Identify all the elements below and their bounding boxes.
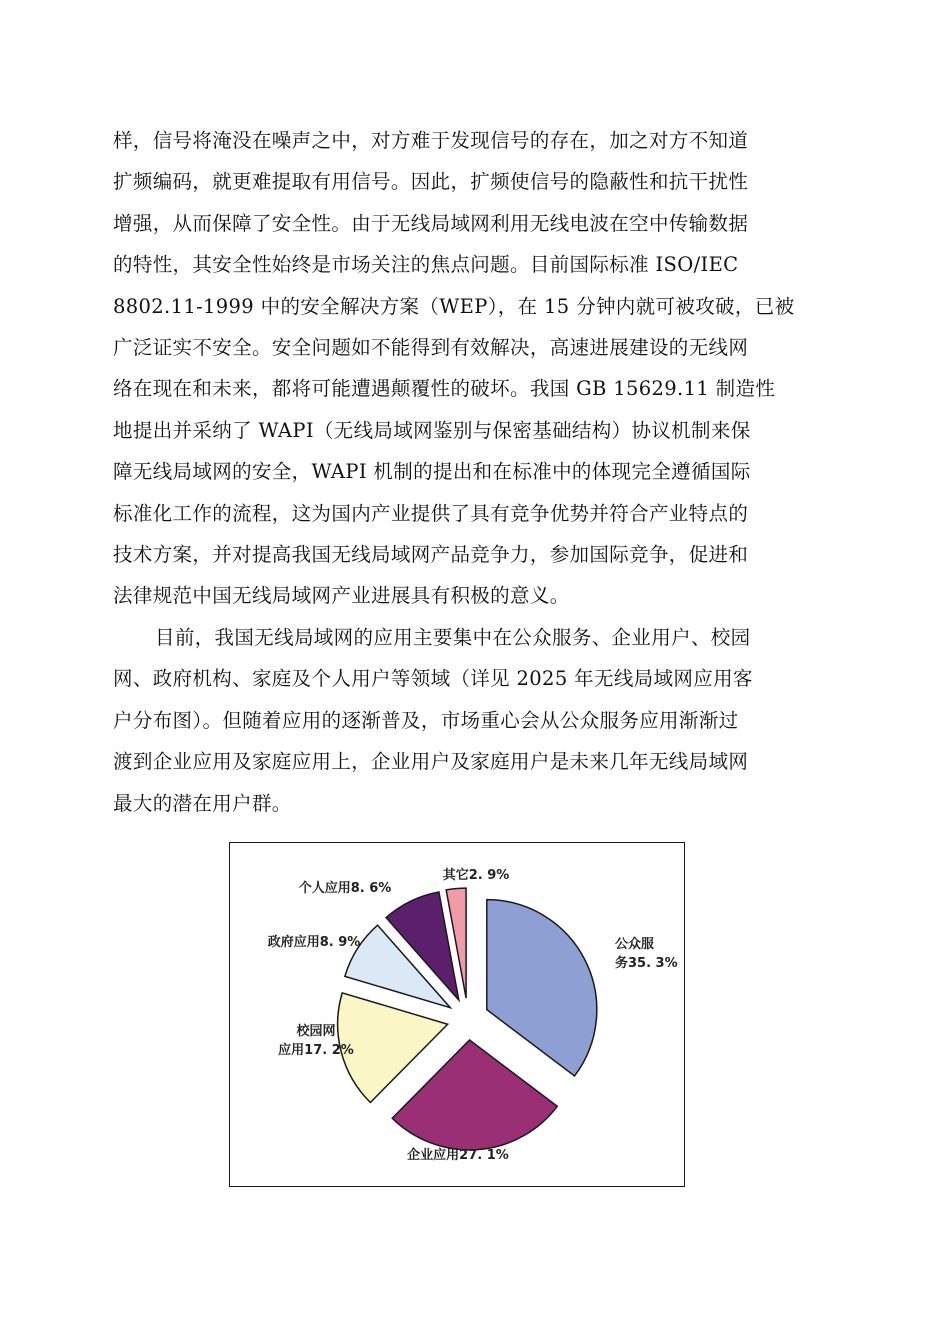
text-line: 标准化工作的流程，这为国内产业提供了具有竞争优势并符合产业特点的 [113, 501, 749, 525]
slice-government-label: 政府应用8. 9% [267, 935, 361, 950]
text-line: 扩频编码，就更难提取有用信号。因此，扩频使信号的隐蔽性和抗干扰性 [113, 170, 749, 194]
text-line: 技术方案，并对提高我国无线局域网产品竞争力，参加国际竞争，促进和 [113, 543, 749, 567]
text-line: 8802.11-1999 中的安全解决方案（WEP），在 15 分钟内就可被攻破，已被 [113, 294, 795, 318]
text-line: 络在现在和未来，都将可能遭遇颠覆性的破坏。我国 GB 15629.11 制造性 [113, 377, 776, 401]
document-body [113, 120, 837, 824]
slice-public-service [487, 900, 597, 1076]
text-line: 渡到企业应用及家庭应用上，企业用户及家庭用户是未来几年无线局域网 [113, 750, 749, 774]
text-line: 目前，我国无线局域网的应用主要集中在公众服务、企业用户、校园 [155, 625, 751, 649]
text-line: 广泛证实不安全。安全问题如不能得到有效解决，高速进展建设的无线网 [113, 336, 749, 360]
slice-other-label: 其它2. 9% [442, 868, 510, 883]
pie-chart [230, 843, 683, 1185]
slice-enterprise [392, 1040, 557, 1150]
text-line: 的特性，其安全性始终是市场关注的焦点问题。目前国际标准 ISO/IEC [113, 253, 739, 277]
text-line: 障无线局域网的安全，WAPI 机制的提出和在标准中的体现完全遵循国际 [113, 460, 751, 484]
slice-enterprise-label: 企业应用27. 1% [407, 1148, 509, 1163]
text-line: 网、政府机构、家庭及个人用户等领域（详见 2025 年无线局域网应用客 [113, 667, 753, 691]
text-line: 地提出并采纳了 WAPI（无线局域网鉴别与保密基础结构）协议机制来保 [113, 418, 751, 442]
paragraph-security [113, 120, 837, 617]
text-line: 最大的潜在用户群。 [113, 791, 292, 815]
slice-campus-label: 校园网应用17. 2% [278, 1024, 354, 1058]
text-line: 样，信号将淹没在噪声之中，对方难于发现信号的存在，加之对方不知道 [113, 129, 749, 152]
text-line: 户分布图）。但随着应用的逐渐普及，市场重心会从公众服务应用渐渐过 [113, 708, 739, 732]
text-line: 增强，从而保障了安全性。由于无线局域网利用无线电波在空中传输数据 [113, 211, 749, 235]
slice-personal-label: 个人应用8. 6% [298, 881, 392, 896]
pie-chart-figure [229, 842, 685, 1187]
slice-public-service-label: 公众服务35. 3% [615, 937, 678, 971]
paragraph-applications [113, 617, 837, 824]
text-line: 法律规范中国无线局域网产业进展具有积极的意义。 [113, 584, 570, 608]
